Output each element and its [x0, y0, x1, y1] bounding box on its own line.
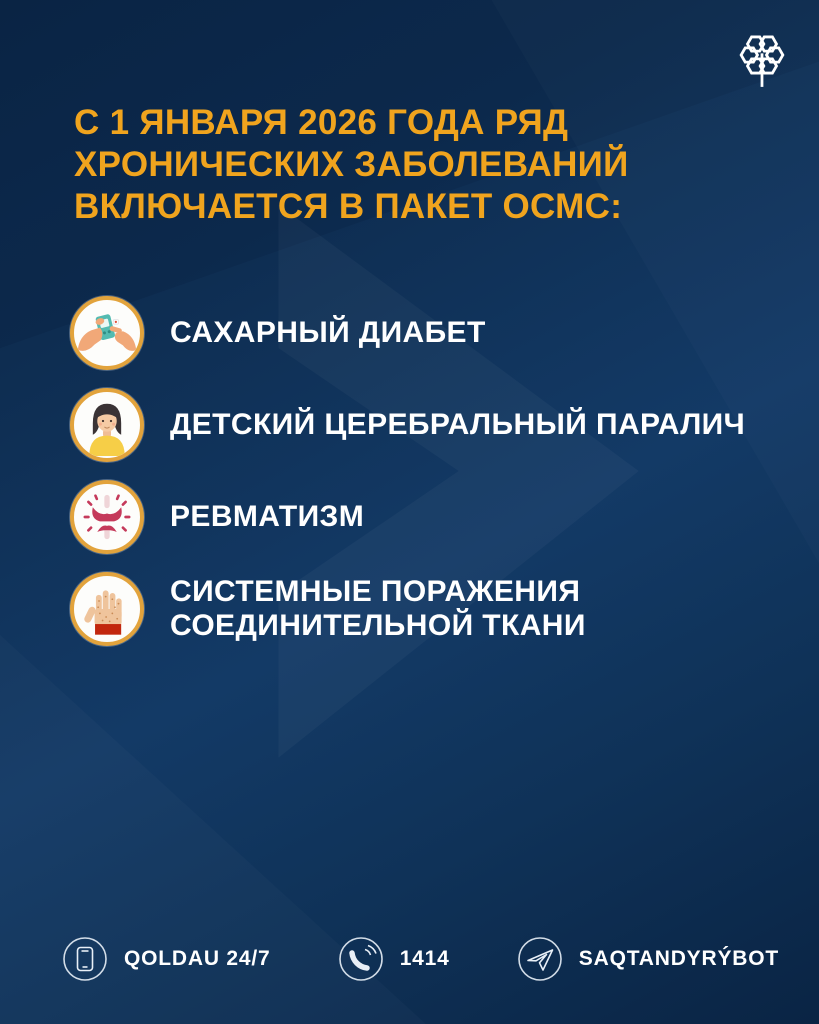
phone-contact — [338, 936, 450, 982]
list-item-diabetes — [70, 296, 780, 370]
page-title — [74, 102, 774, 228]
phone-handset-icon — [338, 936, 384, 982]
paper-plane-icon — [517, 936, 563, 982]
list-item-connective-tissue — [70, 572, 780, 646]
inflamed-joint-icon — [70, 480, 144, 554]
disease-label: СИСТЕМНЫЕ ПОРАЖЕНИЯ СОЕДИНИТЕЛЬНОЙ ТКАНИ — [170, 575, 586, 642]
hand-rash-icon — [70, 572, 144, 646]
glucometer-test-icon — [70, 296, 144, 370]
support-label: QOLDAU 24/7 — [124, 947, 271, 970]
telegram-contact — [517, 936, 779, 982]
phone-number: 1414 — [399, 947, 450, 970]
disease-label: РЕВМАТИЗМ — [170, 500, 365, 533]
child-icon — [70, 388, 144, 462]
disease-label: САХАРНЫЙ ДИАБЕТ — [170, 316, 486, 349]
smartphone-icon — [62, 936, 108, 982]
title-line: ХРОНИЧЕСКИХ ЗАБОЛЕВАНИЙ — [74, 145, 629, 184]
footer-contacts — [62, 936, 779, 982]
support-contact — [62, 936, 271, 982]
list-item-rheumatism — [70, 480, 780, 554]
disease-list — [70, 296, 780, 646]
title-line: С 1 ЯНВАРЯ 2026 ГОДА РЯД — [74, 103, 569, 142]
list-item-cerebral-palsy — [70, 388, 780, 462]
telegram-bot-name: SAQTANDYRÝBOT — [578, 947, 779, 970]
health-insurance-fund-logo-icon — [735, 28, 789, 92]
disease-label: ДЕТСКИЙ ЦЕРЕБРАЛЬНЫЙ ПАРАЛИЧ — [170, 408, 746, 441]
title-line: ВКЛЮЧАЕТСЯ В ПАКЕТ ОСМС: — [74, 187, 623, 226]
